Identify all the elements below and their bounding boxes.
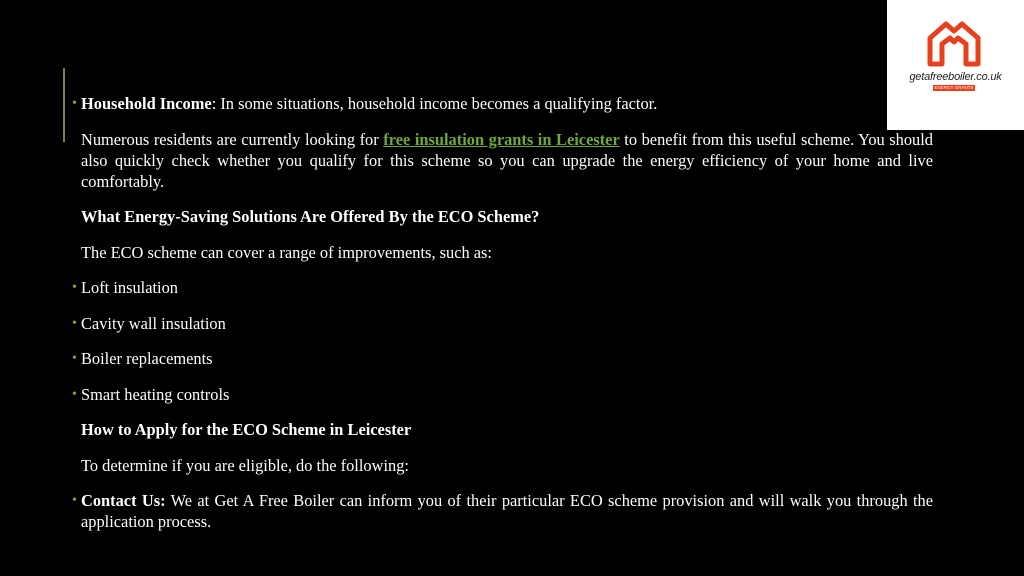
list-item bbox=[72, 384, 933, 405]
bullet-icon: • bbox=[72, 315, 77, 331]
income-text: : In some situations, household income becomes a qualifying factor. bbox=[211, 94, 658, 113]
house-logo-icon bbox=[924, 18, 986, 70]
contact-bullet bbox=[72, 490, 933, 532]
improvement-loft: Loft insulation bbox=[81, 278, 178, 297]
bullet-icon: • bbox=[72, 280, 77, 295]
improvement-boiler: Boiler replacements bbox=[81, 349, 213, 368]
insulation-grants-link[interactable]: free insulation grants in Leicester bbox=[383, 129, 620, 149]
income-label: Household Income bbox=[81, 94, 212, 113]
list-item bbox=[72, 277, 933, 298]
bullet-icon: • bbox=[72, 351, 77, 366]
apply-heading-text: How to Apply for the ECO Scheme in Leicester bbox=[81, 420, 412, 439]
list-item bbox=[72, 348, 933, 369]
solutions-heading bbox=[72, 206, 933, 227]
logo-text: getafreeboiler.co.uk bbox=[909, 71, 1002, 83]
improvement-cavity: Cavity wall insulation bbox=[81, 313, 226, 333]
intro-paragraph bbox=[72, 129, 933, 192]
bullet-icon: • bbox=[72, 493, 77, 508]
income-bullet bbox=[72, 93, 933, 114]
apply-heading bbox=[72, 419, 933, 440]
improvement-smart: Smart heating controls bbox=[81, 384, 230, 404]
solutions-heading-text: What Energy-Saving Solutions Are Offered By the ECO Scheme? bbox=[81, 207, 540, 226]
logo-tag: ENERGY GRANTS bbox=[934, 85, 974, 90]
cover-text: The ECO scheme can cover a range of improvements, such as: bbox=[81, 242, 492, 262]
accent-line bbox=[63, 68, 65, 142]
slide-content bbox=[72, 93, 933, 547]
bullet-icon: • bbox=[72, 386, 77, 402]
contact-text: We at Get A Free Boiler can inform you of their particular ECO scheme provision and will walk you through the application process. bbox=[81, 491, 934, 531]
contact-label: Contact Us: bbox=[81, 491, 166, 510]
intro-after: to benefit from this useful scheme. You should also quickly check whether you qualify for this scheme so you can upgrade the energy efficiency of your home and live comfortably. bbox=[81, 129, 934, 191]
list-item bbox=[72, 313, 933, 334]
determine-text: To determine if you are eligible, do the following: bbox=[81, 455, 409, 475]
intro-before: Numerous residents are currently looking for bbox=[81, 129, 384, 149]
bullet-icon: • bbox=[72, 96, 77, 111]
